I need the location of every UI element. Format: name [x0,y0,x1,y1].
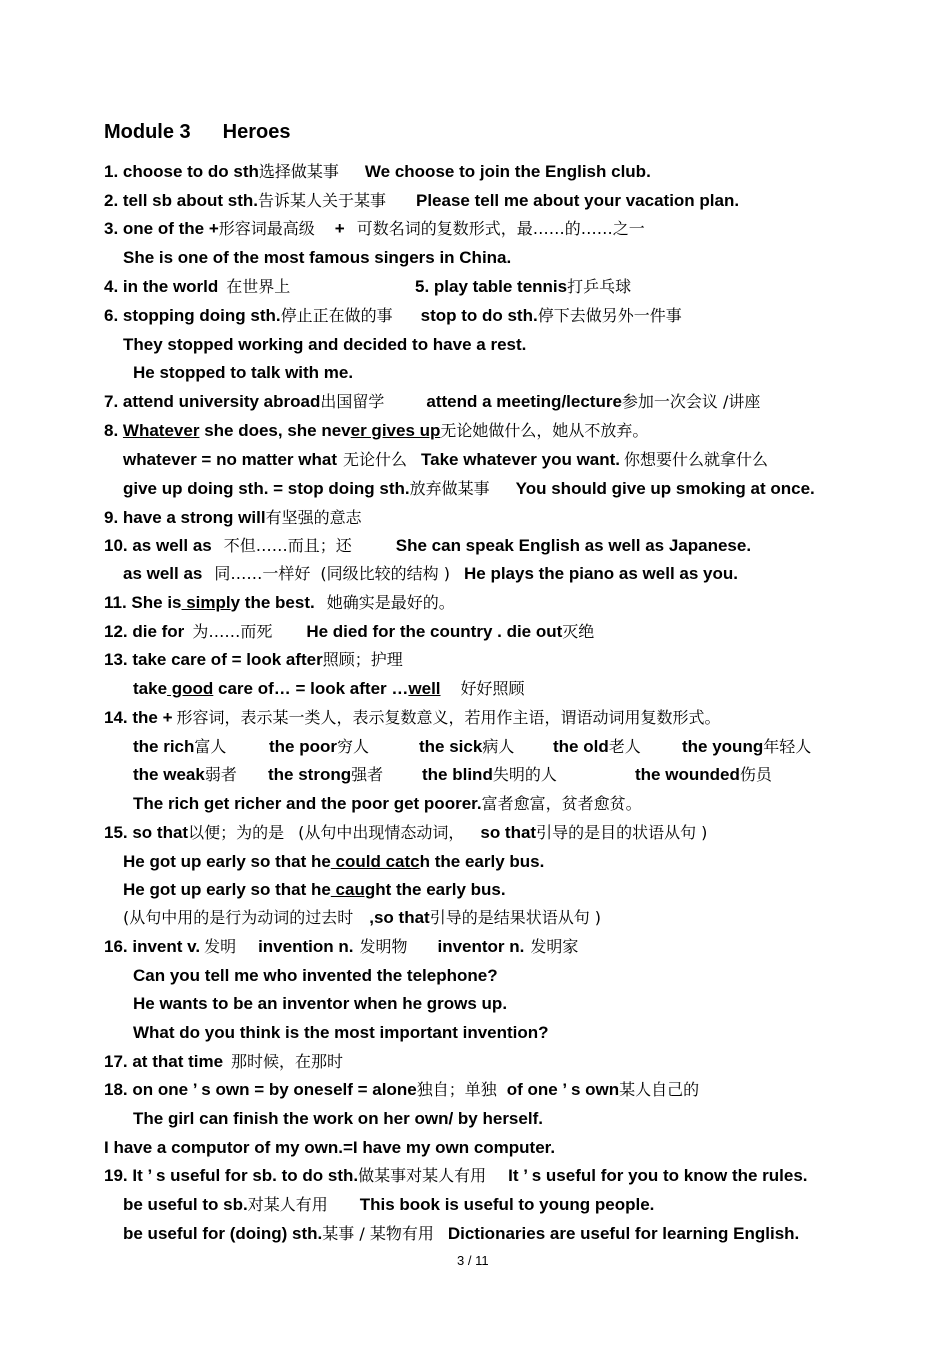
item-10-translation-b: 同……一样好 [214,564,311,583]
item-5-phrase: 5. play table tennis [415,277,568,296]
item-7-phrase-b: attend a meeting/lecture [426,392,622,411]
item-3-phrase: 3. one of the + [104,219,219,238]
item-14-the-blind [422,764,557,786]
item-8 [104,420,648,442]
item-17 [104,1051,343,1073]
item-8-underlined-whatever: Whatever [122,421,200,440]
item-18 [104,1079,699,1101]
item-2 [104,190,739,212]
item-15 [104,822,707,844]
item-8-line-2 [123,449,768,471]
item-6-example-1: They stopped working and decided to have a rest. [123,335,527,354]
item-9 [104,507,362,529]
item-15-phrase: 15. so that [104,823,189,842]
item-16-invention: invention n. [258,937,354,956]
item-15-example-1-start: He got up early so that he [123,852,331,871]
item-14-example-cn: 富者愈富，贫者愈贫。 [481,794,642,813]
item-14-the-old [553,736,641,758]
item-8-underlined-gives-up: er gives up [350,421,441,440]
item-19-translation: 做某事对某人有用 [358,1166,487,1185]
item-15-example-2-end: ht the early bus. [375,880,506,899]
term-en: the blind [422,765,493,784]
term-en: the sick [419,737,483,756]
item-3-translation-a: 形容词最高级 [218,219,315,238]
item-13-take: take [133,679,168,698]
item-13-phrase: 13. take care of = look after [104,650,323,669]
item-8-whatever-rule: whatever = no matter what [123,450,337,469]
item-15-phrase-b: so that [480,823,537,842]
item-15-example-2-start: He got up early so that he [123,880,331,899]
item-14-the-weak [133,764,237,786]
item-8-line-3 [123,478,815,500]
module-name: Heroes [222,121,291,143]
item-12-example: He died for the country . die out [306,622,563,641]
item-9-translation: 有坚强的意志 [265,508,362,527]
item-11-translation: 她确实是最好的。 [326,593,455,612]
item-6-phrase-b: stop to do sth. [420,306,538,325]
item-14-the-strong [268,764,383,786]
item-7-phrase: 7. attend university abroad [104,392,321,411]
item-19-useful-to-example: This book is useful to young people. [359,1195,655,1214]
item-15-translation: 以便；为的是 [188,823,285,842]
item-14-the-rich [133,736,226,758]
item-8-number: 8. [104,421,119,440]
item-6-translation-b: 停下去做另外一件事 [537,306,682,325]
item-3 [104,218,645,240]
term-cn: 伤员 [739,765,772,784]
item-13 [104,649,403,671]
item-10-phrase: 10. as well as [104,536,212,555]
item-19-useful-for: be useful for (doing) sth. [123,1224,323,1243]
item-19-useful-to-translation: 对某人有用 [247,1195,328,1214]
item-16-invention-translation: 发明物 [359,937,408,956]
item-6-translation-a: 停止正在做的事 [280,306,393,325]
item-4-phrase: 4. in the world [104,277,219,296]
term-cn: 失明的人 [492,765,557,784]
term-cn: 富人 [194,737,227,756]
item-3-plus: + [334,219,345,238]
item-14-the-sick [419,736,514,758]
item-5 [415,276,631,298]
item-2-example: Please tell me about your vacation plan. [415,191,740,210]
item-11-sentence-start: 11. She is [104,593,182,612]
item-15-note-b: 引导的是目的状语从句 ) [536,823,708,842]
item-18-phrase-b: of one ’ s own [506,1080,620,1099]
item-19 [104,1165,808,1187]
item-15-example-2-underlined: caug [330,880,376,899]
item-10-note: (同级比较的结构 ) [320,564,450,583]
item-4-translation: 在世界上 [226,277,291,296]
item-19-line-2 [123,1194,654,1216]
item-16-inventor: inventor n. [437,937,525,956]
item-12 [104,621,594,643]
item-16-phrase: 16. invent v. [104,937,201,956]
term-en: the old [553,737,609,756]
term-cn: 穷人 [337,737,370,756]
item-6-example-2: He stopped to talk with me. [133,363,354,382]
item-3-example: She is one of the most famous singers in China. [123,248,512,267]
term-cn: 病人 [482,737,515,756]
item-13-translation: 照顾；护理 [322,650,403,669]
item-15-note-a: (从句中出现情态动词， [298,823,465,842]
item-10 [104,535,751,557]
item-8-give-up-example: You should give up smoking at once. [515,479,815,498]
item-14-the-wounded [635,764,772,786]
item-8-give-up-rule: give up doing sth. = stop doing sth. [123,479,410,498]
item-8-sentence: she does, she nev [204,421,351,440]
item-10-example-b: He plays the piano as well as you. [463,564,738,583]
item-15-note-d: 引导的是结果状语从句 ) [429,908,602,927]
item-18-example-1: The girl can finish the work on her own/ by herself. [133,1109,543,1128]
item-14-the-young [682,736,811,758]
item-16-example-2: He wants to be an inventor when he grows up. [133,994,508,1013]
item-8-give-up-translation: 放弃做某事 [409,479,490,498]
item-2-translation: 告诉某人关于某事 [257,191,386,210]
term-en: the poor [269,737,337,756]
item-13-rule: care of… = look after … [213,679,409,698]
term-en: the strong [268,765,352,784]
item-15-example-1-end: h the early bus. [419,852,545,871]
item-7-translation-b: 参加一次会议 /讲座 [621,392,761,411]
item-14-translation: 形容词，表示某一类人，表示复数意义，若用作主语，谓语动词用复数形式。 [176,708,721,727]
item-17-phrase: 17. at that time [104,1052,224,1071]
term-cn: 强者 [351,765,384,784]
item-15-example-1-underlined: could catc [330,852,420,871]
item-16-inventor-translation: 发明家 [530,937,579,956]
item-13-line-2 [133,678,525,700]
item-15-note-c: (从句中用的是行为动词的过去时 [123,908,354,927]
item-8-whatever-example: Take whatever you want. [421,450,621,469]
item-19-useful-for-example: Dictionaries are useful for learning English. [447,1224,800,1243]
item-10-line-2 [123,563,738,585]
item-15-so-that: ,so that [369,908,430,927]
item-14-example [133,793,642,815]
item-19-useful-for-translation: 某事 / 某物有用 [322,1224,434,1243]
item-19-example: It ’ s useful for you to know the rules. [508,1166,808,1185]
item-14-phrase: 14. the + [104,708,173,727]
item-14-example-en: The rich get richer and the poor get poorer. [133,794,482,813]
item-18-translation: 独自；单独 [416,1080,497,1099]
item-1-example: We choose to join the English club. [364,162,651,181]
item-8-translation: 无论她做什么，她从不放弃。 [440,421,649,440]
item-17-translation: 那时候，在那时 [231,1052,344,1071]
item-12-phrase: 12. die for [104,622,185,641]
item-19-phrase: 19. It ’ s useful for sb. to do sth. [104,1166,359,1185]
item-12-translation: 为……而死 [192,622,273,641]
module-number: Module 3 [104,121,191,143]
item-18-translation-b: 某人自己的 [619,1080,700,1099]
item-4 [104,276,290,298]
item-13-translation-b: 好好照顾 [460,679,525,698]
term-cn: 年轻人 [763,737,812,756]
item-10-translation: 不但……而且；还 [223,536,352,555]
item-13-underlined-well: well [408,679,441,698]
item-8-whatever-translation: 无论什么 [342,450,407,469]
item-6 [104,305,682,327]
item-11-underlined: simpl [181,593,231,612]
item-2-phrase: 2. tell sb about sth. [104,191,258,210]
term-cn: 老人 [608,737,641,756]
page-number: 3 / 11 [457,1253,489,1268]
term-en: the weak [133,765,205,784]
item-18-phrase: 18. on one ’ s own = by oneself = alone [104,1080,417,1099]
item-19-line-3 [123,1223,799,1245]
item-10-phrase-b: as well as [123,564,203,583]
item-19-useful-to: be useful to sb. [123,1195,248,1214]
item-5-translation: 打乒乓球 [567,277,632,296]
item-8-whatever-example-translation: 你想要什么就拿什么 [624,450,769,469]
item-18-example-2: I have a computor of my own.=I have my own computer. [104,1138,556,1157]
item-14 [104,707,721,729]
item-14-the-poor [269,736,369,758]
module-title [104,121,290,143]
item-11-sentence-end: y the best. [230,593,315,612]
item-16-example-3: What do you think is the most important invention? [133,1023,549,1042]
item-3-translation-b: 可数名词的复数形式，最……的……之一 [356,219,645,238]
item-1 [104,161,651,183]
item-7 [104,391,760,413]
item-16-translation: 发明 [204,937,237,956]
item-15-example-1 [123,851,544,873]
item-15-note [123,907,601,929]
item-7-translation-a: 出国留学 [320,392,385,411]
item-9-phrase: 9. have a strong will [104,508,266,527]
item-10-example: She can speak English as well as Japanese. [395,536,752,555]
item-1-translation: 选择做某事 [258,162,339,181]
term-en: the wounded [635,765,740,784]
term-en: the young [682,737,764,756]
item-13-underlined-good: good [167,679,214,698]
item-11 [104,592,455,614]
term-en: the rich [133,737,195,756]
item-16-example-1: Can you tell me who invented the telephone? [133,966,498,985]
item-16 [104,936,578,958]
term-cn: 弱者 [204,765,237,784]
item-6-phrase: 6. stopping doing sth. [104,306,281,325]
item-12-die-out-translation: 灭绝 [562,622,595,641]
item-15-example-2 [123,879,506,901]
item-1-phrase: 1. choose to do sth [104,162,259,181]
